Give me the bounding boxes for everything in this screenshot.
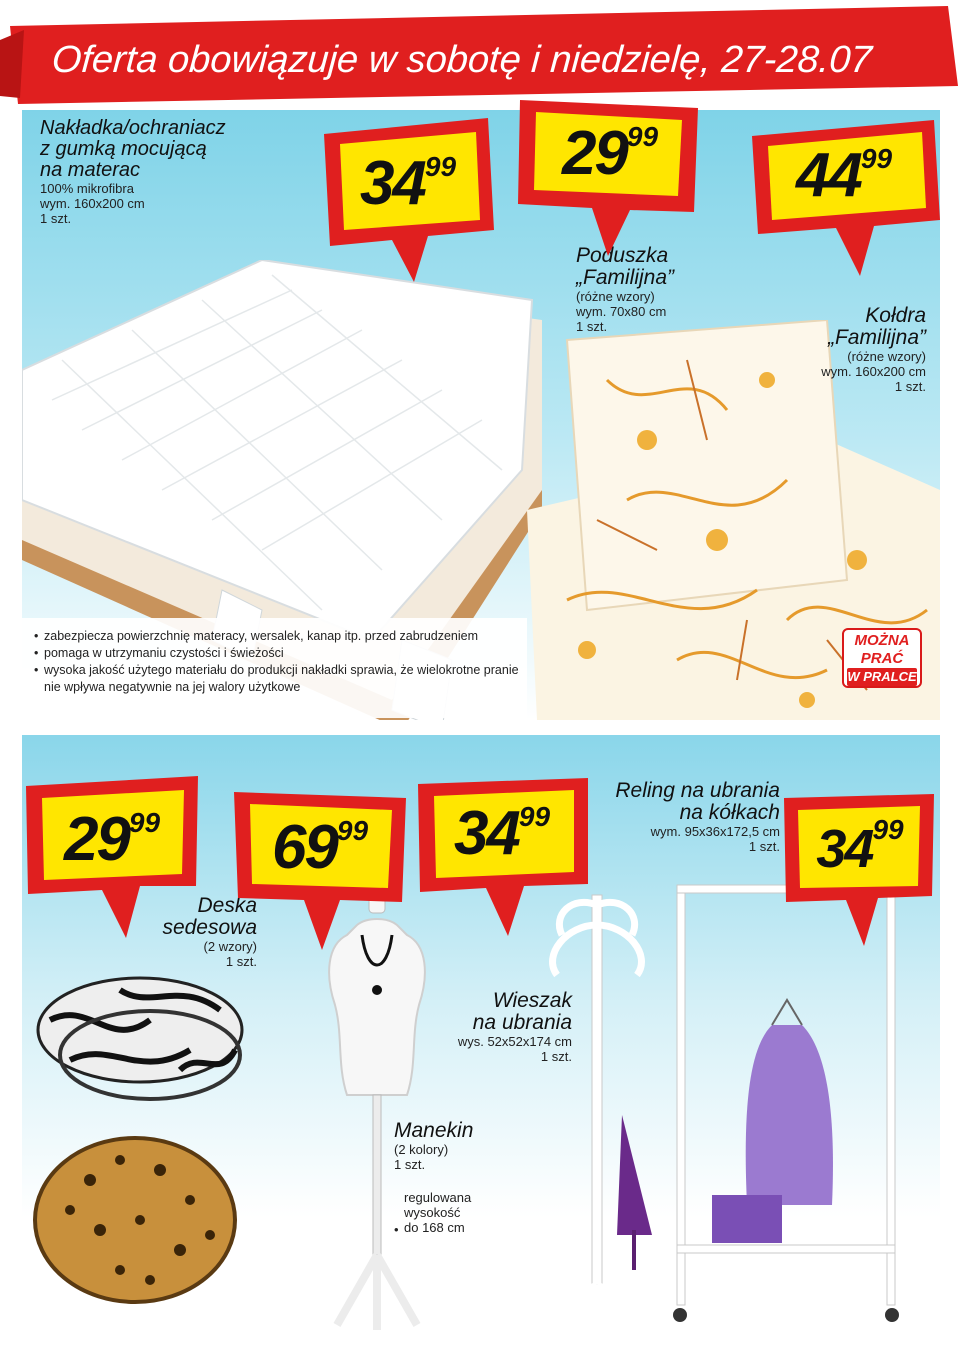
coat-stand-price-tag — [412, 770, 592, 945]
pillow-price: 2999 — [561, 119, 659, 188]
toilet-seat-price: 2999 — [63, 805, 161, 874]
clothes-rail-name-line2: na kółkach — [679, 801, 780, 824]
pillow-price-tag — [512, 92, 708, 262]
coat-stand-size: wys. 52x52x174 cm — [457, 1034, 572, 1049]
duvet-qty: 1 szt. — [894, 379, 926, 394]
mattress-protector-material: 100% mikrofibra — [40, 181, 134, 196]
clothes-rail-name: Reling na ubrania — [615, 779, 780, 802]
washable-line1: MOŻNA — [854, 632, 910, 649]
offer-banner-text: Oferta obowiązuje w sobotę i niedzielę, 27-28.07 — [50, 39, 874, 81]
duvet-name-line2: „Familijna” — [827, 326, 926, 349]
mattress-protector-name: Nakładka/ochraniacz z gumką mocującą na materac — [40, 117, 226, 181]
coat-stand-qty: 1 szt. — [540, 1049, 572, 1064]
duvet-info — [722, 305, 926, 394]
duvet-size: wym. 160x200 cm — [821, 364, 926, 379]
coat-stand-image — [512, 885, 682, 1335]
clothes-rail-price-tag — [780, 790, 940, 950]
pillow-qty: 1 szt. — [576, 319, 608, 334]
duvet-variants: (różne wzory) — [847, 349, 926, 364]
pillow-size: wym. 70x80 cm — [576, 304, 667, 319]
mannequin-image — [307, 895, 447, 1335]
duvet-name: Kołdra — [865, 304, 926, 327]
mannequin-qty: 1 szt. — [394, 1157, 426, 1172]
mattress-features-box — [22, 618, 527, 718]
washable-line2: PRAĆ — [860, 650, 904, 667]
pillow-name: Poduszka — [576, 244, 669, 267]
toilet-seat-qty: 1 szt. — [225, 954, 257, 969]
toilet-seat-variants: (2 wzory) — [203, 939, 257, 954]
mannequin-price-tag — [230, 782, 410, 957]
mannequin-info — [394, 1120, 524, 1235]
toilet-seat-image — [30, 960, 310, 1330]
mattress-protector-size: wym. 160x200 cm — [40, 196, 145, 211]
duvet-price: 4499 — [795, 141, 893, 210]
clothes-rail-info — [590, 780, 780, 854]
mannequin-price: 6999 — [271, 813, 369, 882]
coat-stand-info — [422, 990, 572, 1064]
toilet-seat-name: Deska — [197, 894, 257, 917]
clothes-rail-size: wym. 95x36x172,5 cm — [650, 824, 780, 839]
mattress-price: 3499 — [359, 149, 457, 218]
mattress-protector-info — [40, 118, 280, 226]
feature-item: • zabezpiecza powierzchnię materacy, wersalek, kanap itp. przed zabrudzeniem — [34, 628, 519, 645]
mattress-features-list — [22, 618, 527, 696]
clothes-rail-price: 3499 — [816, 814, 904, 879]
toilet-seat-name-line2: sedesowa — [162, 916, 257, 939]
coat-stand-name-line2: na ubrania — [472, 1011, 572, 1034]
mannequin-feature: regulowana wysokość do 168 cm — [404, 1190, 472, 1235]
mannequin-feature-bullet: • — [394, 1222, 399, 1237]
feature-item: • pomaga w utrzymaniu czystości i świeżości — [34, 645, 519, 662]
feature-item: • wysoka jakość użytego materiału do produkcji nakładki sprawia, że wielokrotne pranie nie wpływa negatywnie na jej walory użytkowe — [34, 662, 519, 696]
mattress-price-tag — [318, 112, 498, 292]
machine-washable-badge — [842, 628, 922, 688]
duvet-price-tag — [744, 116, 944, 286]
toilet-seat-price-tag — [22, 770, 202, 945]
washable-line3: W PRALCE — [847, 669, 917, 684]
coat-stand-name: Wieszak — [492, 989, 572, 1012]
mannequin-variants: (2 kolory) — [394, 1142, 449, 1157]
pillow-name-line2: „Familijna” — [576, 266, 675, 289]
mannequin-name: Manekin — [394, 1119, 474, 1142]
coat-stand-price: 3499 — [453, 799, 551, 868]
mattress-protector-qty: 1 szt. — [40, 211, 72, 226]
clothes-rail-qty: 1 szt. — [748, 839, 780, 854]
pillow-variants: (różne wzory) — [576, 289, 655, 304]
